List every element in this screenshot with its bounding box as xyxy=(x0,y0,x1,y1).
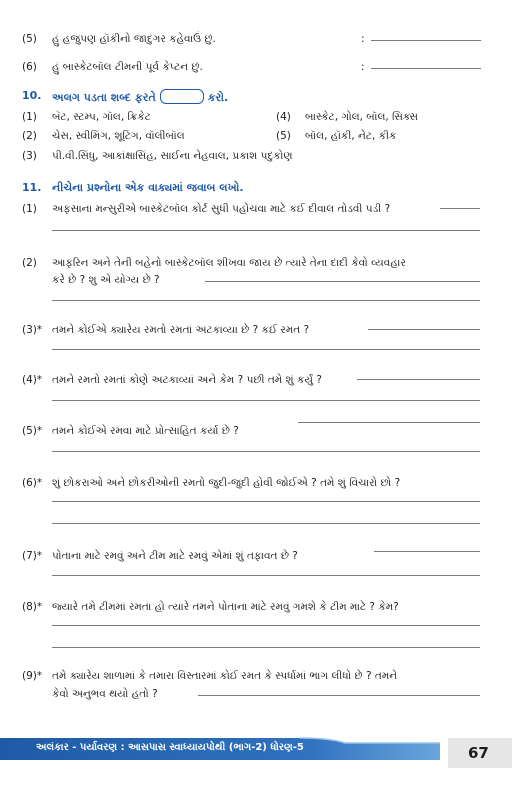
section-title xyxy=(52,89,228,105)
question-text: શું છોકરાઓ અને છોકરીઓની રમતો જુદી-જુદી હોવી જોઈએ ? તમે શું વિચારો છો ? xyxy=(52,477,401,489)
question-text: પોતાના માટે રમવું અને ટીમ માટે રમવું એમાં શું તફાવત છે ? xyxy=(52,550,298,562)
option-text[interactable]: બૅટ, સ્ટમ્પ, ગૉલ, ક્રિકેટ xyxy=(52,111,151,123)
circle-box-shape xyxy=(160,89,204,104)
answer-line[interactable] xyxy=(52,400,480,401)
question-text: તમે ક્યારેય શાળામાં કે તમારા વિસ્તારમાં કોઈ રમત કે સ્પર્ધામાં ભાગ લીધો છે ? તમને xyxy=(52,670,398,682)
question-text: કેવો અનુભવ થયો હતો ? xyxy=(52,688,158,700)
question-number: (1) xyxy=(22,203,37,215)
title-part: કરો. xyxy=(207,91,229,104)
question-number: (8)* xyxy=(22,601,43,613)
answer-line[interactable] xyxy=(52,625,480,626)
section-title: નીચેના પ્રશ્નોના એક વાક્યમાં જવાબ લખો. xyxy=(52,181,244,194)
colon: : xyxy=(361,33,365,45)
question-text: તમને કોઈએ ક્યારેય રમતો રમતાં અટકાવ્યા છે ? કઈ રમત ? xyxy=(52,324,310,336)
answer-line[interactable] xyxy=(374,551,480,552)
section-number: 11. xyxy=(22,181,42,194)
item-number: (6) xyxy=(22,61,37,73)
option-number: (1) xyxy=(22,111,37,123)
question-number: (3)* xyxy=(22,324,43,336)
answer-line[interactable] xyxy=(52,230,480,231)
option-number: (2) xyxy=(22,130,37,142)
answer-line[interactable] xyxy=(52,501,480,502)
answer-line[interactable] xyxy=(357,379,480,380)
page-number: 67 xyxy=(468,744,489,762)
question-number: (9)* xyxy=(22,670,43,682)
option-text[interactable]: ચેસ, સ્વીમિંગ, શૂટિંગ, વૉલીબૉલ xyxy=(52,130,185,142)
option-text[interactable]: બાસ્કેટ, ગોલ, બૉલ, સિક્સ xyxy=(305,111,419,123)
item-text: હું બાસ્કેટબૉલ ટીમની પૂર્વ કેપ્ટન છું. xyxy=(52,61,203,73)
question-text: તમને કોઈએ રમવા માટે પ્રોત્સાહિત કર્યા છે ? xyxy=(52,425,239,437)
answer-line[interactable] xyxy=(52,647,480,648)
answer-line[interactable] xyxy=(52,451,480,452)
item-text: હું હજુપણ હૉકીનો જાદુગર કહેવાઉં છું. xyxy=(52,33,216,45)
option-text[interactable]: પી.વી.સિંધુ, આકાંક્ષાસિંહ, સાઈના નેહવાલ, પ્રકાશ પદુકોણ xyxy=(52,150,293,162)
item-number: (5) xyxy=(22,33,37,45)
answer-line[interactable] xyxy=(298,422,480,423)
question-number: (6)* xyxy=(22,477,43,489)
answer-line[interactable] xyxy=(368,329,480,330)
answer-line[interactable] xyxy=(371,68,481,69)
question-text: તમને રમતો રમતાં કોણે અટકાવ્યાં અને કેમ ? પછી તમે શું કર્યું ? xyxy=(52,374,322,386)
section-number: 10. xyxy=(22,89,42,102)
answer-line[interactable] xyxy=(440,208,480,209)
option-number: (3) xyxy=(22,150,37,162)
title-part: અલગ પડતા શબ્દ ફરતે xyxy=(52,91,156,104)
option-number: (5) xyxy=(276,130,291,142)
option-number: (4) xyxy=(276,111,291,123)
answer-line[interactable] xyxy=(52,300,480,301)
answer-line[interactable] xyxy=(52,575,480,576)
question-number: (7)* xyxy=(22,550,43,562)
question-number: (2) xyxy=(22,257,37,269)
question-text: કરે છે ? શુ એ યોગ્ય છે ? xyxy=(52,274,160,286)
question-text: આફરિન અને તેની બહેનો બાસ્કેટબૉલ શીખવા જાય છે ત્યારે તેના દાદી કેવો વ્યવહાર xyxy=(52,257,406,269)
answer-line[interactable] xyxy=(52,349,480,350)
question-number: (4)* xyxy=(22,374,43,386)
option-text[interactable]: બૉલ, હૉકી, નેટ, કીક xyxy=(305,130,397,142)
colon: : xyxy=(361,61,365,73)
answer-line[interactable] xyxy=(205,281,480,282)
question-number: (5)* xyxy=(22,425,43,437)
answer-line[interactable] xyxy=(52,523,480,524)
answer-line[interactable] xyxy=(371,40,481,41)
answer-line[interactable] xyxy=(198,695,480,696)
question-text: જ્યારે તમે ટીમમાં રમતા હો ત્યારે તમને પોતાના માટે રમવું ગમશે કે ટીમ માટે ? કેમ? xyxy=(52,601,399,613)
question-text: અફસાના મન્સુરીએ બાસ્કેટબૉલ કોર્ટ સુધી પહોંચવા માટે કઈ દીવાલ તોડવી પડી ? xyxy=(52,203,391,215)
footer-title: અલંકાર - પર્યાવરણ : આસપાસ સ્વાધ્યાયપોથી (ભાગ-2) ધોરણ-5 xyxy=(36,742,304,753)
